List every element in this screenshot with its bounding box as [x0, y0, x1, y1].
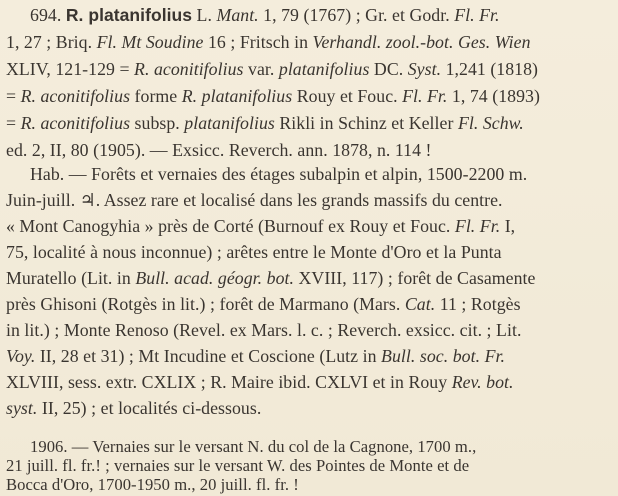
- text-segment: près Ghisoni (Rotgès in lit.) ; forêt de Marmano (Mars.: [6, 294, 405, 314]
- species-name: R. platanifolius: [65, 5, 193, 25]
- text-segment: 1, 74 (1893): [447, 86, 540, 106]
- text-segment: ed. 2, II, 80 (1905). — Exsicc. Reverch. ann. 1878, n. 114 !: [6, 140, 432, 160]
- citation-italic: syst.: [6, 398, 38, 418]
- text-segment: XVIII, 117) ; forêt de Casamente: [294, 268, 536, 288]
- text-segment: DC.: [369, 59, 408, 79]
- text-segment: 1,241 (1818): [441, 59, 539, 79]
- text-segment: Bocca d'Oro, 1700-1950 m., 20 juill. fl. fr. !: [6, 475, 299, 494]
- habitat-line-6: [6, 293, 610, 315]
- habitat-line-4: [6, 241, 610, 263]
- observation-line-3: [6, 475, 612, 495]
- citation-italic: platanifolius: [184, 113, 275, 133]
- citation-italic: Fl. Fr.: [402, 86, 448, 106]
- habitat-line-5: [6, 267, 610, 289]
- entry-line-3: [6, 58, 610, 80]
- text-segment: 16 ; Fritsch in: [203, 32, 313, 52]
- text-segment: Juin-juill. ♃. Assez rare et localisé dans les grands massifs du centre.: [6, 190, 503, 210]
- text-segment: in lit.) ; Monte Renoso (Revel. ex Mars. l. c. ; Reverch. exsicc. cit. ; Lit.: [6, 320, 522, 340]
- text-segment: Hab. — Forêts et vernaies des étages subalpin et alpin, 1500-2200 m.: [30, 164, 528, 184]
- citation-italic: Bull. acad. géogr. bot.: [135, 268, 295, 288]
- habitat-line-7: [6, 319, 610, 341]
- text-segment: 1906. — Vernaies sur le versant N. du col de la Cagnone, 1700 m.,: [30, 437, 477, 456]
- citation-italic: Fl. Mt Soudine: [96, 32, 204, 52]
- text-segment: Rikli in Schinz et Keller: [274, 113, 458, 133]
- citation-italic: Fl. Fr.: [454, 216, 501, 236]
- citation-italic: Voy.: [6, 346, 36, 366]
- habitat-line-1: [30, 163, 610, 185]
- text-segment: 11 ; Rotgès: [435, 294, 521, 314]
- habitat-line-8: [6, 345, 610, 367]
- text-segment: XLIV, 121-129 =: [6, 59, 135, 79]
- text-segment: II, 28 et 31) ; Mt Incudine et Coscione (Lutz in: [35, 346, 382, 366]
- text-segment: =: [6, 113, 21, 133]
- observation-line-1: [30, 437, 612, 457]
- observation-line-2: [6, 456, 612, 476]
- text-segment: XLVIII, sess. extr. CXLIX ; R. Maire ibid. CXLVI et in Rouy: [6, 372, 452, 392]
- habitat-line-2: [6, 189, 610, 211]
- text-segment: Rouy et Fouc.: [292, 86, 403, 106]
- entry-line-1: [30, 4, 610, 26]
- text-segment: II, 25) ; et localités ci-dessous.: [37, 398, 262, 418]
- entry-line-6: [6, 139, 610, 161]
- text-segment: L.: [192, 5, 217, 25]
- text-segment: 1, 79 (1767) ; Gr. et Godr.: [258, 5, 455, 25]
- habitat-line-3: [6, 215, 610, 237]
- citation-italic: Verhandl. zool.-bot. Ges. Wien: [312, 32, 531, 52]
- text-segment: 1, 27 ; Briq.: [6, 32, 97, 52]
- text-segment: forme: [130, 86, 182, 106]
- citation-italic: Bull. soc. bot. Fr.: [381, 346, 505, 366]
- text-segment: 21 juill. fl. fr.! ; vernaies sur le versant W. des Pointes de Monte et de: [6, 456, 470, 475]
- citation-italic: R. aconitifolius: [134, 59, 244, 79]
- entry-line-5: [6, 112, 610, 134]
- habitat-line-9: [6, 371, 610, 393]
- entry-number: 694.: [30, 5, 66, 25]
- habitat-line-10: [6, 397, 610, 419]
- citation-italic: Cat.: [404, 294, 436, 314]
- citation-italic: Fl. Fr.: [454, 5, 500, 25]
- citation-italic: Mant.: [216, 5, 259, 25]
- text-segment: subsp.: [130, 113, 185, 133]
- citation-italic: R. platanifolius: [181, 86, 293, 106]
- entry-line-2: [6, 31, 610, 53]
- text-segment: « Mont Canogyhia » près de Corté (Burnouf ex Rouy et Fouc.: [6, 216, 455, 236]
- citation-italic: R. aconitifolius: [20, 86, 131, 106]
- text-segment: Muratello (Lit. in: [6, 268, 136, 288]
- citation-italic: Fl. Schw.: [457, 113, 524, 133]
- text-segment: =: [6, 86, 21, 106]
- entry-line-4: [6, 85, 610, 107]
- citation-italic: R. aconitifolius: [20, 113, 131, 133]
- citation-italic: Syst.: [407, 59, 442, 79]
- text-segment: I,: [500, 216, 516, 236]
- citation-italic: Rev. bot.: [451, 372, 514, 392]
- text-segment: var.: [243, 59, 279, 79]
- text-segment: 75, localité à nous inconnue) ; arêtes entre le Monte d'Oro et la Punta: [6, 242, 502, 262]
- citation-italic: platanifolius: [278, 59, 370, 79]
